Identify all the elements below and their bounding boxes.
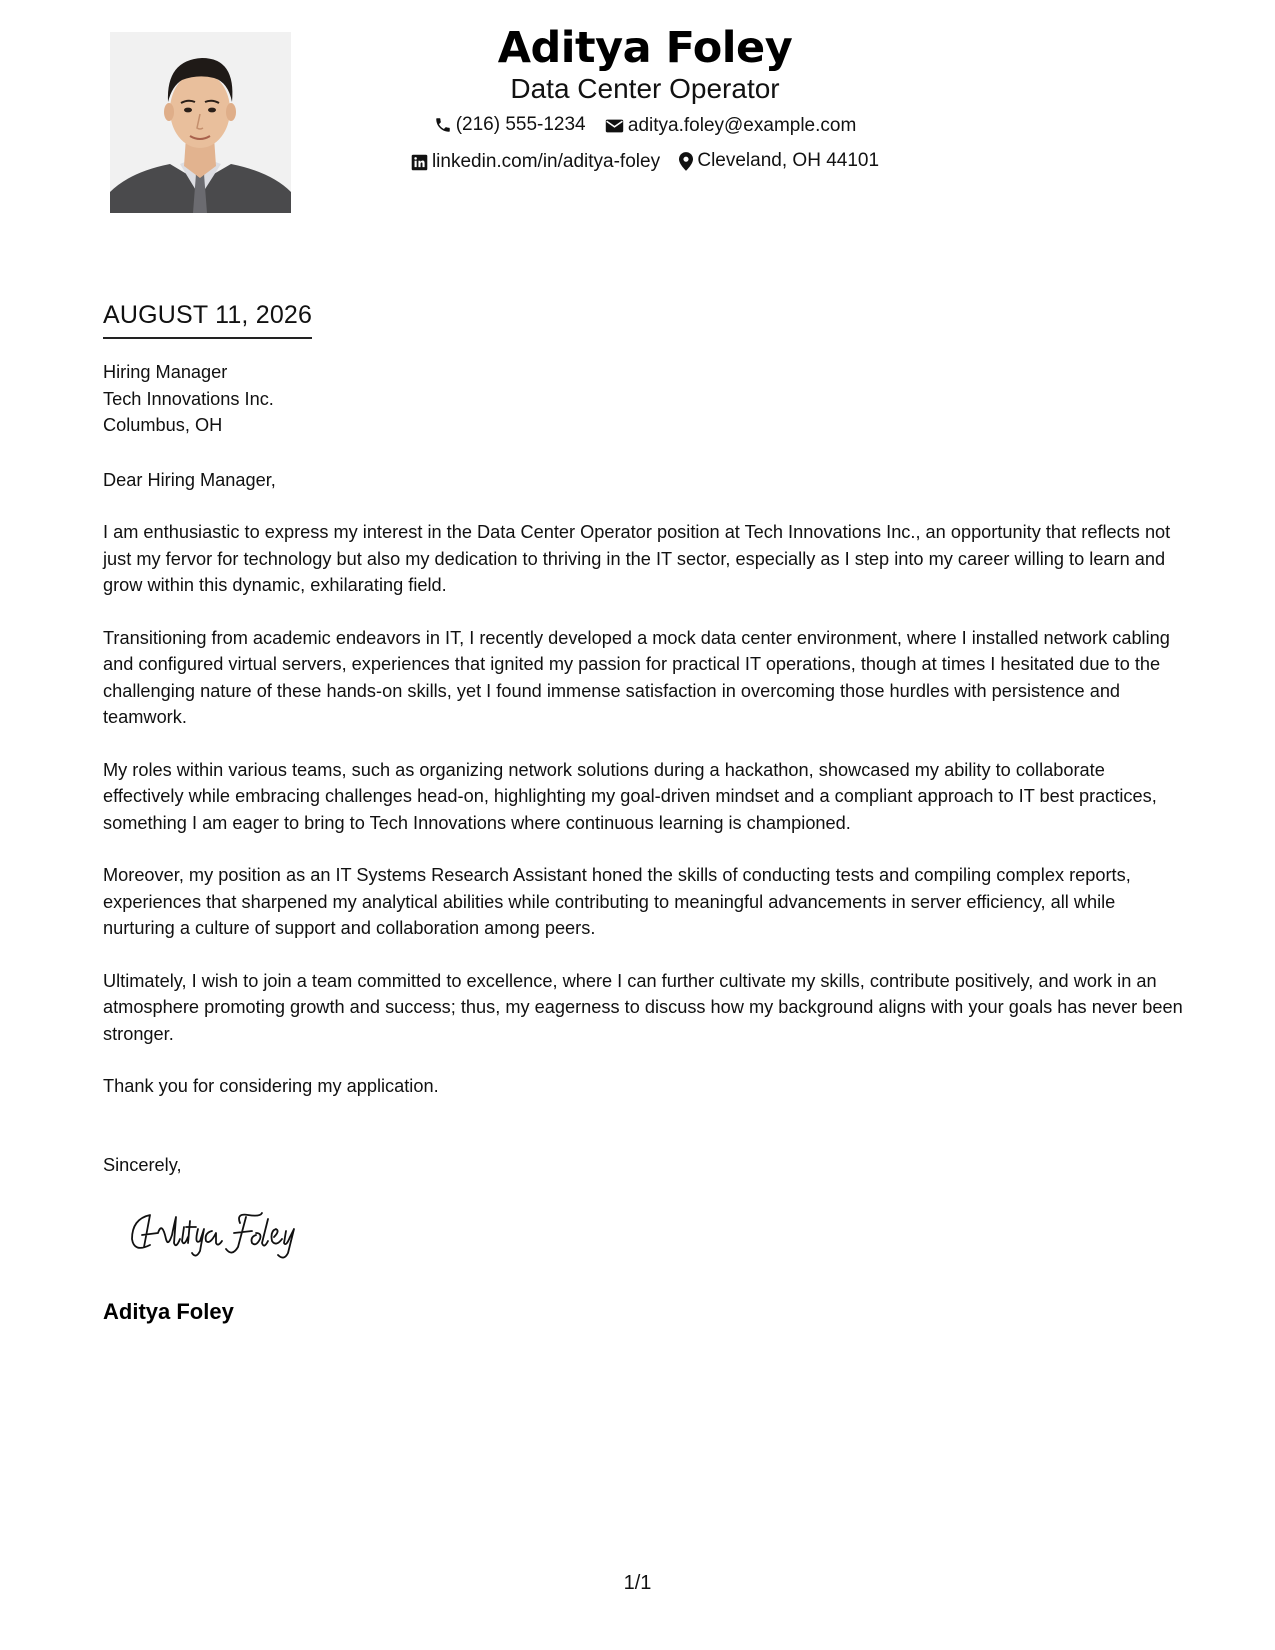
map-pin-icon	[679, 152, 693, 171]
location-text: Cleveland, OH 44101	[697, 150, 880, 171]
applicant-name: Aditya Foley	[497, 23, 793, 73]
letter-date: AUGUST 11, 2026	[103, 299, 312, 339]
letter-header	[380, 20, 910, 181]
body-paragraph: Thank you for considering my application.	[103, 1076, 439, 1096]
profile-photo	[110, 32, 291, 213]
linkedin-url[interactable]: linkedin.com/in/aditya-foley	[431, 151, 661, 172]
salutation: Dear Hiring Manager,	[103, 469, 276, 490]
recipient-line: Hiring Manager	[103, 362, 228, 382]
contact-row-2	[380, 146, 910, 181]
recipient-line: Columbus, OH	[103, 415, 223, 435]
email-contact[interactable]	[605, 111, 856, 141]
phone-contact	[434, 110, 586, 140]
body-paragraph: I am enthusiastic to express my interest in the Data Center Operator position at Tech Innovations Inc., an opportunity that reflects not just my fervor for technology but also my dedication to thriving in the IT sector, especially as I step into my career willing to learn and grow within this dynamic, exhilarating field.	[103, 522, 1171, 595]
recipient-block	[103, 359, 1183, 439]
handwritten-signature	[128, 1205, 338, 1261]
closing: Sincerely,	[103, 1154, 182, 1175]
phone-number: (216) 555-1234	[455, 114, 586, 135]
phone-icon	[434, 116, 452, 134]
envelope-icon	[605, 118, 624, 134]
recipient-line: Tech Innovations Inc.	[103, 388, 274, 409]
signer-name: Aditya Foley	[103, 1299, 234, 1324]
contact-row-1	[380, 110, 910, 144]
body-paragraph: My roles within various teams, such as organizing network solutions during a hackathon, showcased my ability to collaborate effectively while embracing challenges head-on, highlighting my goal-driven mindset and a compliant approach to IT best practices, something I am eager to bring to Tech Innovations where continuous learning is championed.	[103, 759, 1157, 833]
body-paragraph: Transitioning from academic endeavors in IT, I recently developed a mock data center environment, where I installed network cabling and configured virtual servers, experiences that ignited my passion for practical IT operations, though at times I hesitated due to the challenging nature of these hands-on skills, yet I found immense satisfaction in overcoming those hurdles with persistence and teamwork.	[103, 627, 1170, 727]
page-indicator: 1/1	[623, 1572, 652, 1594]
linkedin-icon	[411, 154, 428, 171]
job-title: Data Center Operator	[510, 73, 780, 104]
body-paragraph: Ultimately, I wish to join a team committed to excellence, where I can further cultivate my skills, contribute positively, and work in an atmosphere promoting growth and success; thus, my eagerness to discuss how my background aligns with your goals has never been stronger.	[103, 970, 1183, 1044]
email-address[interactable]: aditya.foley@example.com	[627, 115, 857, 136]
body-paragraph: Moreover, my position as an IT Systems Research Assistant honed the skills of conducting tests and compiling complex reports, experiences that sharpened my analytical abilities while contributing to meaningful advancements in server efficiency, all while nurturing a culture of support and collaboration among peers.	[103, 865, 1131, 938]
location-contact	[679, 146, 879, 176]
letter-body	[103, 359, 1183, 1178]
linkedin-contact[interactable]	[411, 147, 660, 177]
